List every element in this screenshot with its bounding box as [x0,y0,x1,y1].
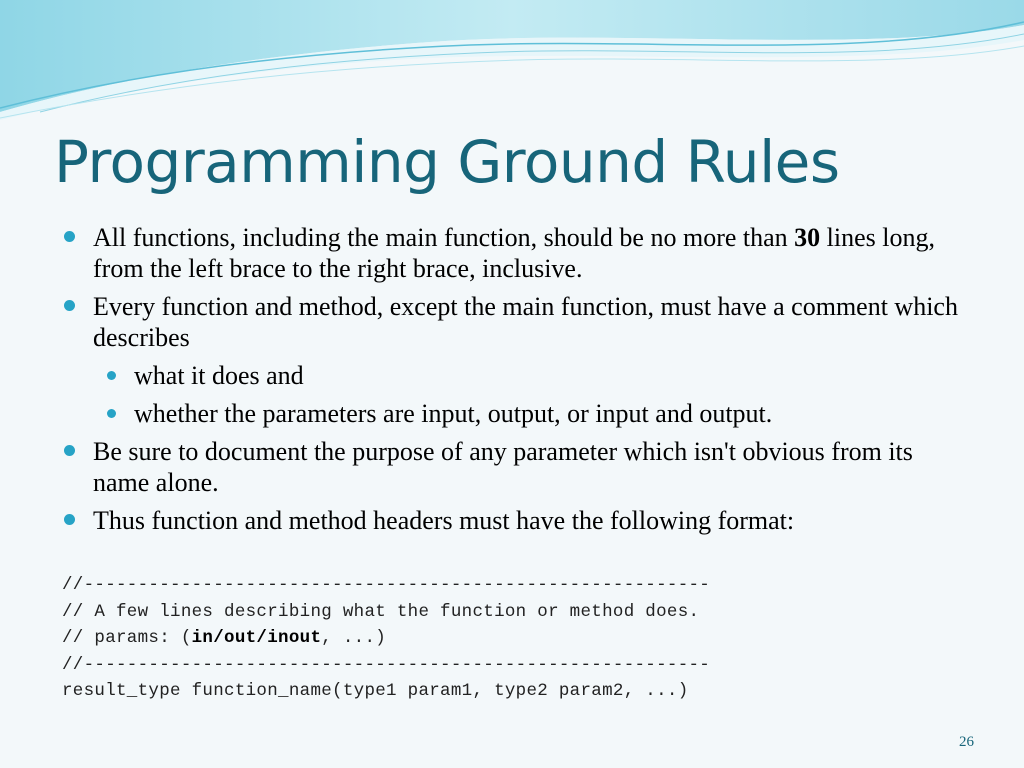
code-emphasis: in/out/inout [191,628,322,648]
sub-bullet-item-what-it-does: what it does and [105,360,964,391]
bullet-emphasis: 30 [794,223,821,252]
code-text: , ...) [321,628,387,648]
code-line: result_type function_name(type1 param1, type2 param2, ...) [62,681,689,701]
code-line: // A few lines describing what the function or method does. [62,601,700,622]
page-number: 26 [959,734,974,750]
code-line: //---------------------------------------------------------- [62,575,711,595]
code-block [62,572,710,705]
header-wave-decoration [0,0,1024,120]
sub-bullet-item-parameters: whether the parameters are input, output, or input and output. [105,398,964,429]
slide-title: Programming Ground Rules [54,128,840,196]
bullet-item-document-parameters: Be sure to document the purpose of any parameter which isn't obvious from its name alone. [64,436,964,498]
bullet-item-comment-required: Every function and method, except the main function, must have a comment which describes [64,291,964,353]
bullet-text: All functions, including the main function, should be no more than [93,223,795,252]
bullet-text: lines long, from the left brace to the right brace, inclusive. [93,223,936,283]
bullet-list [64,222,964,543]
bullet-item-function-length [64,222,964,284]
code-line [62,625,710,652]
code-text: // params: ( [62,628,192,648]
bullet-item-header-format: Thus function and method headers must have the following format: [64,505,964,536]
code-line: //---------------------------------------------------------- [62,654,711,675]
